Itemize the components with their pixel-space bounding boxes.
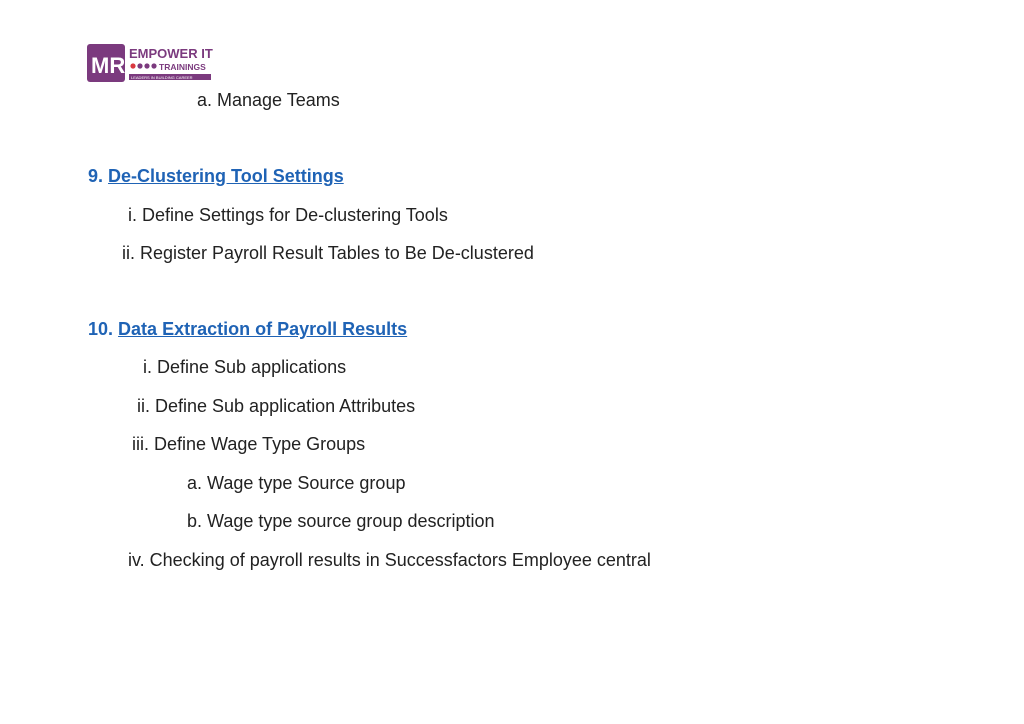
svg-text:TRAININGS: TRAININGS <box>159 62 206 72</box>
section-10-title-link[interactable]: Data Extraction of Payroll Results <box>118 319 408 339</box>
list-item: i. Define Sub applications <box>143 357 347 377</box>
list-item: iv. Checking of payroll results in Successfactors Employee central <box>128 550 651 570</box>
svg-text:EMPOWER IT: EMPOWER IT <box>129 46 213 61</box>
section-9-heading <box>88 165 344 187</box>
list-item: i. Define Settings for De-clustering Tools <box>128 205 448 225</box>
svg-text:LEADERS IN BUILDING CAREER: LEADERS IN BUILDING CAREER <box>131 75 193 80</box>
company-logo <box>87 43 215 83</box>
list-item: iii. Define Wage Type Groups <box>132 434 366 454</box>
svg-text:MR: MR <box>91 53 126 78</box>
section-10-heading <box>88 318 407 340</box>
list-item: ii. Register Payroll Result Tables to Be De-clustered <box>122 243 534 263</box>
sub-list-item: b. Wage type source group description <box>187 511 495 531</box>
list-item-manage-teams: a. Manage Teams <box>197 90 340 110</box>
section-10-number: 10. <box>88 319 114 339</box>
section-9-title-link[interactable]: De-Clustering Tool Settings <box>108 166 344 186</box>
section-9-number: 9. <box>88 166 104 186</box>
sub-list-item: a. Wage type Source group <box>187 473 406 493</box>
list-item: ii. Define Sub application Attributes <box>137 396 416 416</box>
